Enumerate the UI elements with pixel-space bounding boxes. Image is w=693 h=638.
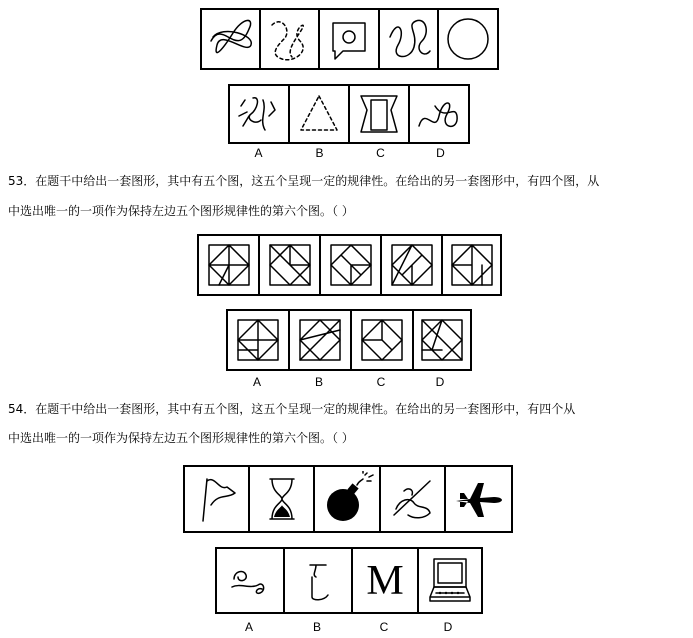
q52-stem-figure-3	[320, 10, 379, 68]
q53-option-d-figure[interactable]	[414, 311, 470, 369]
q54-option-label-d[interactable]: D	[443, 620, 453, 634]
q54-options-row	[215, 547, 483, 614]
q53-question-line-2: 中选出唯一的一项作为保持左边五个图形规律性的第六个图。（ ）	[8, 204, 354, 218]
q54-option-c-figure[interactable]	[353, 549, 419, 612]
q53-options-row	[226, 309, 472, 371]
q54-stem-hourglass-figure	[250, 467, 315, 531]
q52-option-a-figure[interactable]	[230, 86, 290, 142]
q54-stem-bomb-figure	[315, 467, 380, 531]
q54-stem-airplane-figure	[446, 467, 511, 531]
q54-option-a-figure[interactable]	[217, 549, 285, 612]
q52-option-label-b[interactable]: B	[315, 146, 324, 160]
q52-stem-figure-2	[261, 10, 320, 68]
q53-stem-figure-2	[260, 236, 321, 294]
q52-stem-figure-4	[380, 10, 439, 68]
q54-option-d-figure[interactable]	[419, 549, 481, 612]
q53-option-label-a[interactable]: A	[252, 375, 261, 389]
q52-stem-figure-1	[202, 10, 261, 68]
q52-option-label-d[interactable]: D	[436, 146, 445, 160]
q52-option-d-figure[interactable]	[410, 86, 468, 142]
q53-option-labels	[226, 375, 472, 389]
q54-option-label-c[interactable]: C	[379, 620, 389, 634]
q52-options-row	[228, 84, 470, 144]
q54-option-c-letter-m: M	[366, 557, 404, 604]
q53-stem-figure-5	[443, 236, 500, 294]
q52-option-labels	[228, 146, 470, 160]
q53-stem-figure-3	[321, 236, 382, 294]
q53-option-a-figure[interactable]	[228, 311, 290, 369]
q53-option-b-figure[interactable]	[290, 311, 352, 369]
q53-option-label-d[interactable]: D	[435, 375, 445, 389]
q52-option-label-a[interactable]: A	[254, 146, 263, 160]
q52-option-label-c[interactable]: C	[376, 146, 385, 160]
q54-question-line-2: 中选出唯一的一项作为保持左边五个图形规律性的第六个图。（ ）	[8, 431, 354, 445]
q52-option-c-figure[interactable]	[350, 86, 410, 142]
q54-option-label-a[interactable]: A	[244, 620, 253, 634]
q54-stem-hand-writing-figure	[381, 467, 446, 531]
q52-stem-figure-5	[439, 10, 497, 68]
q54-option-labels	[215, 620, 483, 634]
q53-question-line-1: 53．在题干中给出一套图形，其中有五个图，这五个呈现一定的规律性。在给出的另一套图形中，有四个图，从	[8, 174, 600, 188]
q54-stem-flag-figure	[185, 467, 250, 531]
q53-option-label-b[interactable]: B	[314, 375, 323, 389]
q52-option-b-figure[interactable]	[290, 86, 350, 142]
q53-option-label-c[interactable]: C	[376, 375, 386, 389]
q54-question-line-1: 54．在题干中给出一套图形，其中有五个图，这五个呈现一定的规律性。在给出的另一套图形中，有四个从	[8, 402, 576, 416]
q53-stem-figure-1	[199, 236, 260, 294]
q53-option-c-figure[interactable]	[352, 311, 414, 369]
q52-stem-row	[200, 8, 499, 70]
q53-stem-figure-4	[382, 236, 443, 294]
q54-stem-row	[183, 465, 513, 533]
q54-option-b-figure[interactable]	[285, 549, 353, 612]
q54-option-label-b[interactable]: B	[312, 620, 321, 634]
q53-stem-row	[197, 234, 502, 296]
